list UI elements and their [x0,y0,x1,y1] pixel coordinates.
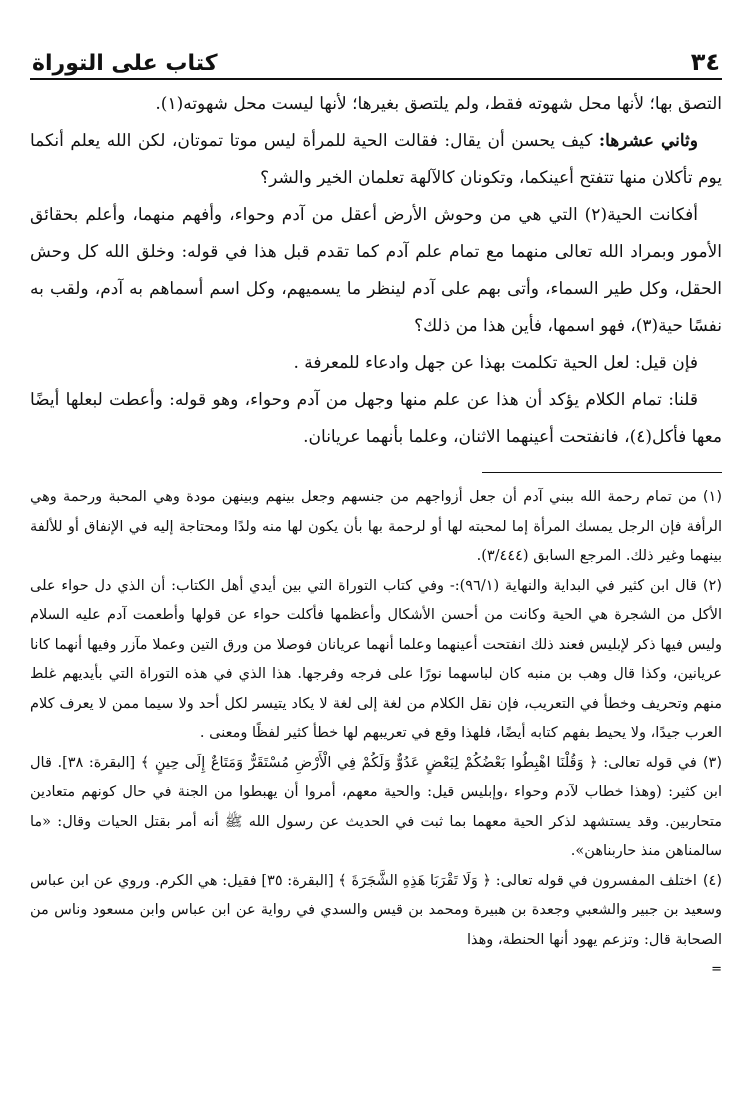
paragraph-2 [30,123,722,197]
page-header [30,38,722,80]
quran-verse: ﴿ وَلَا تَقْرَبَا هَذِهِ الشَّجَرَةَ ﴾ [338,872,492,889]
paragraph-3: أفكانت الحية(٢) التي هي من وحوش الأرض أعقل من آدم وحواء، وأفهم منهما، وأعلم بحقائق الأمور وبمراد الله تعالى منهما مع تمام علم آدم كما تقدم قبل هذا في قوله: وخلق الله كل وحش الحقل، وكل طير السماء، وأتى بهم على آدم لينظر ما يسميهم، وكل اسم أسماهم به آدم، ولقب به نفسًا حية(٣)، فهو اسمها، فأين هذا من ذلك؟ [30,205,722,336]
quran-verse: ﴿ وَقُلْنَا اهْبِطُوا بَعْضُكُمْ لِبَعْضٍ عَدُوٌّ وَلَكُمْ فِي الْأَرْضِ مُسْتَقَرٌّ وَمَتَاعٌ إِلَى حِينٍ ﴾ [140,754,598,771]
footnote-text-before: في قوله تعالى: [597,754,697,771]
paragraph-1: التصق بها؛ لأنها محل شهوته فقط، ولم يلتصق بغيرها؛ لأنها ليست محل شهوته(١). [155,94,722,114]
page-number: ٣٤ [690,48,720,76]
footnote-number: (٤) [702,872,722,889]
running-title: كتاب على التوراة [32,51,218,76]
paragraph-2-text: كيف يحسن أن يقال: فقالت الحية للمرأة ليس موتا تموتان، لكن الله يعلم أنكما يوم تأكلان منها تتفتح أعينكما، وتكونان كالآلهة تعلمان الخير والشر؟ [30,131,722,188]
footnote-text-after: [البقرة: ٣٥] فقيل: هي الكرم. وروي عن ابن عباس وسعيد بن جبير والشعبي وجعدة بن هبيرة ومحمد بن قيس والسدي في رواية عن ابن عباس وابن مسعود وناس من الصحابة قال: وتزعم يهود أنها الحنطة، وهذا [30,872,722,948]
footnote-text: من تمام رحمة الله ببني آدم أن جعل أزواجهم من جنسهم وجعل بينهم وبينهن مودة وهي المحبة ورحمة وهي الرأفة فإن الرجل يمسك المرأة إما لمحبته لها أو لرحمة بها بأن يكون لها منه ولدًا ومحتاجة إليه في الإنفاق أو للألفة بينهما وغير ذلك. المرجع السابق (٣/٤٤٤). [30,489,722,564]
footnote-text: قال ابن كثير في البداية والنهاية (٩٦/١):- وفي كتاب التوراة التي بين أيدي أهل الكتاب: أن الذي دل حواء على الأكل من الشجرة هي الحية وكانت من أحسن الأشكال وأعظمها فأكلت حواء عن قولها وأطعمت آدم عليه السلام وليس فيها ذكر لإبليس فعند ذلك انفتحت أعينهما وعلما أنهما عريانان فوصلا من ورق التين وعملا مآزر وفيها أنهما كانا عريانين، وكذا قال وهب بن منبه كان لباسهما نورًا على فرجه وفرجها. هذا الذي في هذه التوراة التي بأيديهم غلط منهم وتحريف وخطأ في التعريب، فإن نقل الكلام من لغة إلى لغة لا يكاد يتيسر لكل أحد ولا سيما ممن لا يعرف كلام العرب جيدًا، ولا يحيط بفهم كتابه أيضًا، فلهذا وقع في تعريبهم لها خطأ كثير لفظًا ومعنى . [30,577,722,741]
paragraph-2-lead: وثاني عشرها: [598,131,698,151]
footnote-2 [30,572,722,749]
paragraph-4: فإن قيل: لعل الحية تكلمت بهذا عن جهل وادعاء للمعرفة . [293,353,698,373]
paragraph-5: قلنا: تمام الكلام يؤكد أن هذا عن علم منها وجهل من آدم وحواء، وهو قوله: وأعطت لبعلها أيضًا معها فأكل(٤)، فانفتحت أعينهما الاثنان، وعلما بأنهما عريانان. [30,390,722,447]
footnote-number: (٣) [702,754,723,771]
footnote-number: (٢) [702,577,722,594]
footnote-1 [30,483,722,572]
book-page [30,38,722,1078]
footnotes [30,483,722,985]
footnote-number: (١) [702,489,722,505]
footnote-text-before: اختلف المفسرون في قوله تعالى: [491,872,697,889]
continuation-marker: = [711,962,722,977]
main-text [30,86,722,456]
footnote-4 [30,867,722,956]
footnote-3 [30,749,722,867]
footnote-text-after: [البقرة: ٣٨]. قال ابن كثير: (وهذا خطاب لآدم وحواء ،وإبليس قيل: والحية معهم، أمروا أن يهبطوا من الجنة في حال كونهم متعادين متحاربين. وقد يستشهد لذكر الحية معهما بما ثبت في الحديث عن رسول الله ﷺ أنه أمر بقتل الحيات وقال: «ما سالمناهن منذ حاربناهن». [30,754,722,859]
footnote-divider [482,472,722,473]
